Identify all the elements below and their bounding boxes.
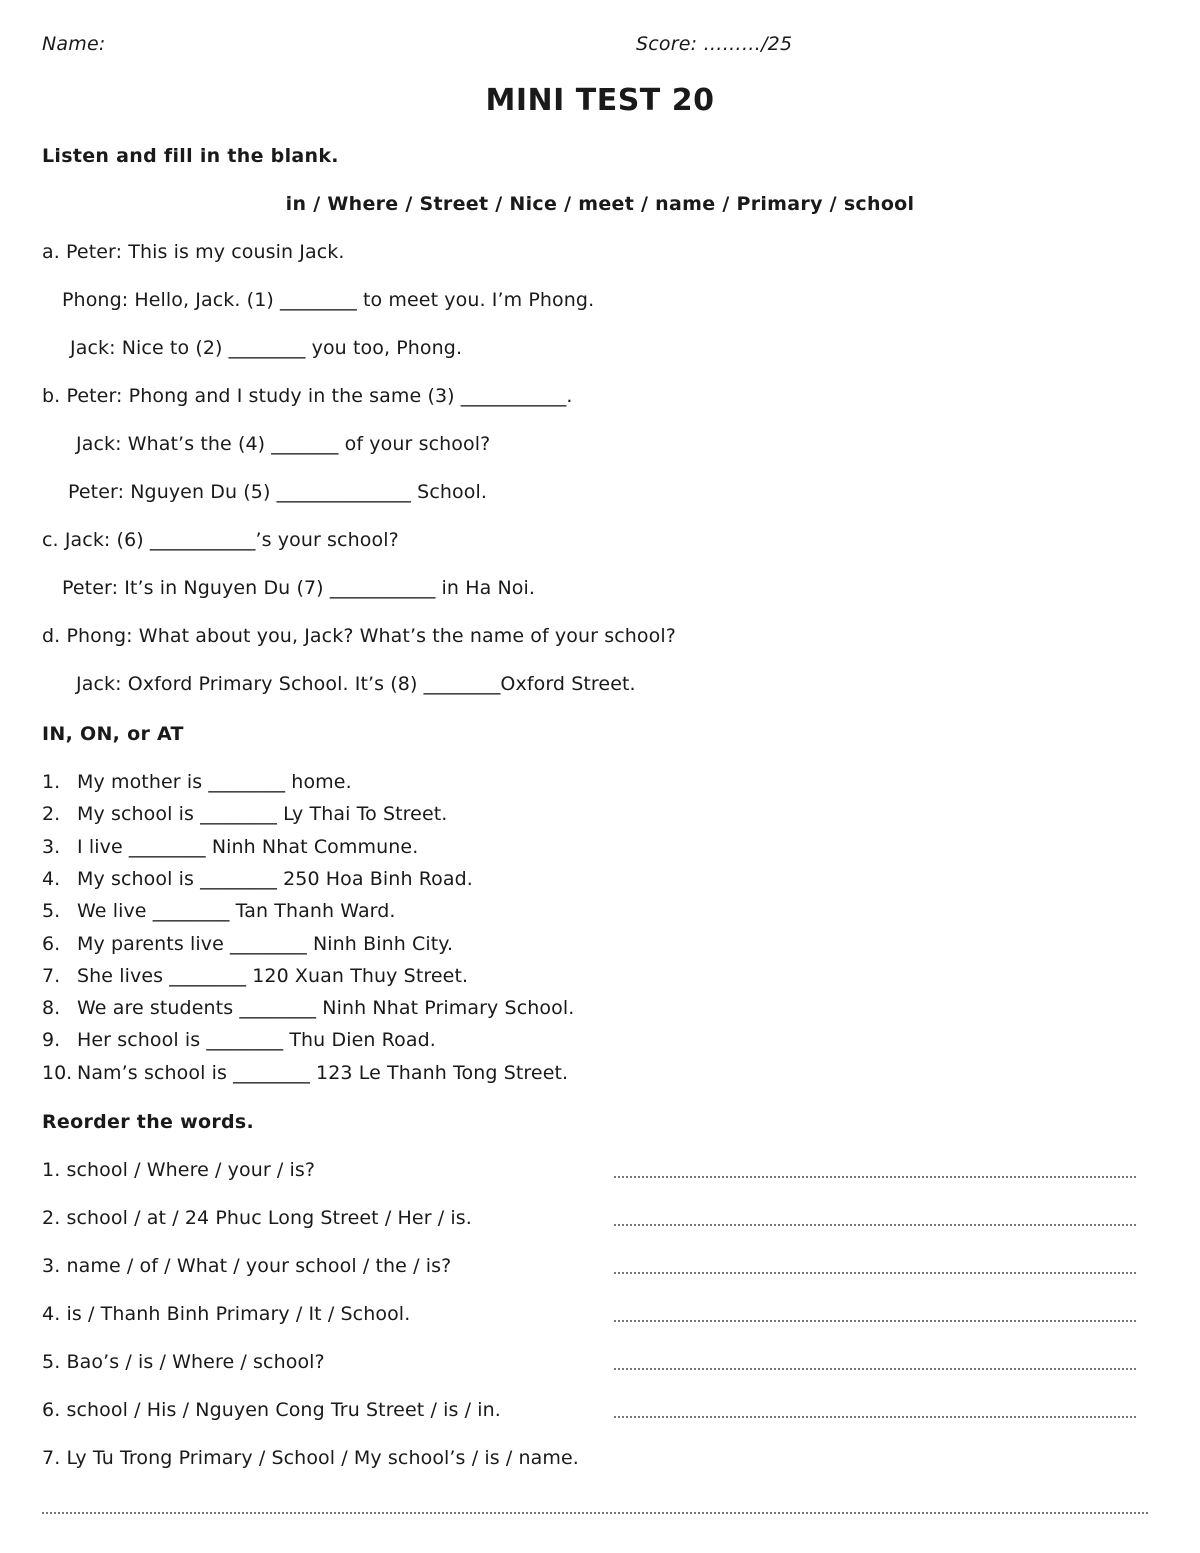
dialogue-line: Jack: Nice to (2) ________ you too, Phong. xyxy=(70,337,463,359)
preposition-item: My parents live ________ Ninh Binh City. xyxy=(77,933,454,955)
item-number: 6. xyxy=(42,933,61,955)
dialogue-line: Jack: What’s the (4) _______ of your school? xyxy=(76,433,491,455)
reorder-item: 2. school / at / 24 Phuc Long Street / Her / is. xyxy=(42,1207,472,1229)
page-title: MINI TEST 20 xyxy=(485,83,715,118)
answer-line[interactable] xyxy=(614,1224,1136,1226)
answer-line[interactable] xyxy=(614,1416,1136,1418)
dialogue-line: Peter: It’s in Nguyen Du (7) ___________ in Ha Noi. xyxy=(62,577,536,599)
score-label: Score: ………/25 xyxy=(636,33,793,55)
preposition-item: I live ________ Ninh Nhat Commune. xyxy=(77,836,419,858)
item-number: 7. xyxy=(42,965,61,987)
item-number: 2. xyxy=(42,803,61,825)
section-heading-fill-blank: Listen and fill in the blank. xyxy=(42,145,339,167)
item-number: 9. xyxy=(42,1029,61,1051)
item-number: 8. xyxy=(42,997,61,1019)
reorder-item: 4. is / Thanh Binh Primary / It / School. xyxy=(42,1303,411,1325)
preposition-item: My school is ________ 250 Hoa Binh Road. xyxy=(77,868,473,890)
item-number: 10. xyxy=(42,1062,73,1084)
reorder-item: 6. school / His / Nguyen Cong Tru Street / is / in. xyxy=(42,1399,501,1421)
dialogue-line: Jack: Oxford Primary School. It’s (8) ________Oxford Street. xyxy=(76,673,636,695)
preposition-item: My school is ________ Ly Thai To Street. xyxy=(77,803,448,825)
answer-line[interactable] xyxy=(614,1320,1136,1322)
preposition-item: My mother is ________ home. xyxy=(77,771,352,793)
answer-line[interactable] xyxy=(42,1512,1148,1514)
preposition-item: Nam’s school is ________ 123 Le Thanh Tong Street. xyxy=(77,1062,569,1084)
word-bank: in / Where / Street / Nice / meet / name / Primary / school xyxy=(285,193,915,215)
item-number: 1. xyxy=(42,771,61,793)
preposition-item: We are students ________ Ninh Nhat Primary School. xyxy=(77,997,575,1019)
dialogue-line: a. Peter: This is my cousin Jack. xyxy=(42,241,345,263)
reorder-item: 5. Bao’s / is / Where / school? xyxy=(42,1351,325,1373)
item-number: 4. xyxy=(42,868,61,890)
preposition-item: Her school is ________ Thu Dien Road. xyxy=(77,1029,436,1051)
answer-line[interactable] xyxy=(614,1368,1136,1370)
answer-line[interactable] xyxy=(614,1176,1136,1178)
name-label: Name: xyxy=(42,33,106,55)
item-number: 5. xyxy=(42,900,61,922)
answer-line[interactable] xyxy=(614,1272,1136,1274)
dialogue-line: c. Jack: (6) ___________’s your school? xyxy=(42,529,399,551)
item-number: 3. xyxy=(42,836,61,858)
reorder-item: 7. Ly Tu Trong Primary / School / My school’s / is / name. xyxy=(42,1447,579,1469)
preposition-item: She lives ________ 120 Xuan Thuy Street. xyxy=(77,965,469,987)
dialogue-line: d. Phong: What about you, Jack? What’s the name of your school? xyxy=(42,625,676,647)
dialogue-line: Peter: Nguyen Du (5) ______________ School. xyxy=(68,481,487,503)
reorder-item: 3. name / of / What / your school / the / is? xyxy=(42,1255,452,1277)
section-heading-prepositions: IN, ON, or AT xyxy=(42,723,184,745)
dialogue-line: b. Peter: Phong and I study in the same (3) ___________. xyxy=(42,385,573,407)
reorder-item: 1. school / Where / your / is? xyxy=(42,1159,316,1181)
preposition-item: We live ________ Tan Thanh Ward. xyxy=(77,900,396,922)
dialogue-line: Phong: Hello, Jack. (1) ________ to meet you. I’m Phong. xyxy=(62,289,595,311)
section-heading-reorder: Reorder the words. xyxy=(42,1111,255,1133)
